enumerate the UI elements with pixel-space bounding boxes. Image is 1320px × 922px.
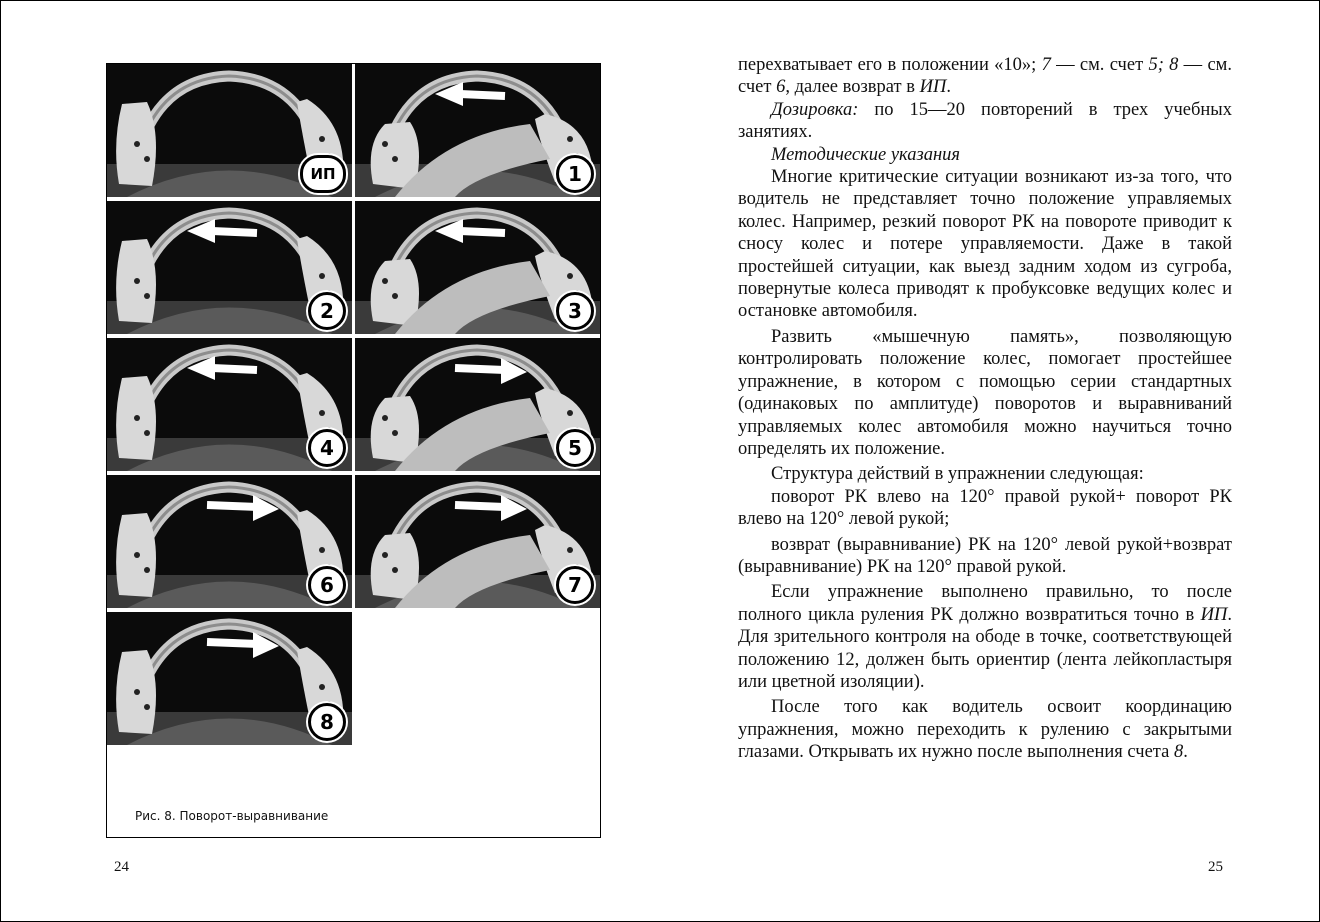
step-number-badge: 5 [556, 429, 594, 467]
page-number-right: 25 [1208, 859, 1223, 875]
body-text [738, 54, 1232, 764]
step-number-badge: 1 [556, 155, 594, 193]
paragraph-step-turn: поворот РК влево на 120° правой рукой+ поворот РК влево на 120° левой рукой; [738, 486, 1232, 530]
paragraph-step-return: возврат (выравнивание) РК на 120° левой рукой+возврат (выравнивание) РК на 120° правой рукой. [738, 534, 1232, 577]
steering-photo-1 [355, 64, 600, 197]
paragraph-continuation: перехватывает его в положении «10»; 7 — см. счет 5; 8 — см. счет 6, далее возврат в ИП. [738, 55, 1232, 98]
steering-photo-2 [107, 201, 352, 334]
step-number-badge: 6 [308, 566, 346, 604]
paragraph-critical-situations: Многие критические ситуации возникают из-за того, что водитель не представляет точно положение управляемых колес. Например, резкий поворот РК на повороте приводит к сносу колес и потере управляемости. Даже в такой простейшей ситуации, как выезд задним ходом из сугроба, повернутые колеса приводят к пробуксовке ведущих колес и остановке автомобиля. [738, 167, 1232, 322]
step-number-badge: ИП [300, 155, 346, 193]
page-number-left: 24 [114, 859, 129, 875]
figure-8 [106, 63, 601, 838]
steering-photo-4 [107, 338, 352, 471]
step-number-badge: 7 [556, 566, 594, 604]
steering-photo-ip [107, 64, 352, 197]
step-number-badge: 8 [308, 703, 346, 741]
paragraph-dosage: Дозировка: по 15—20 повторений в трех учебных занятиях. [738, 99, 1232, 143]
figure-caption: Рис. 8. Поворот-выравнивание [135, 809, 329, 823]
steering-photo-3 [355, 201, 600, 334]
step-number-badge: 3 [556, 292, 594, 330]
step-number-badge: 4 [308, 429, 346, 467]
steering-photo-5 [355, 338, 600, 471]
paragraph-muscle-memory: Развить «мышечную память», позволяющую контролировать положение колес, помогает простейшее упражнение, в котором с помощью серии стандартных (одинаковых по амплитуде) поворотов и выравниваний управляемых колес автомобиля можно научиться точно определять их положение. [738, 326, 1232, 459]
paragraph-correct-execution: Если упражнение выполнено правильно, то после полного цикла руления РК должно возвратиться точно в ИП. Для зрительного контроля на ободе в точке, соответствующей положению 12, должен быть ориентир (лента лейкопластыря или цветной изоляции). [738, 582, 1232, 692]
steering-photo-8 [107, 612, 352, 745]
paragraph-closed-eyes: После того как водитель освоит координацию упражнения, можно переходить к рулению с закрытыми глазами. Открывать их нужно после выполнения счета 8. [738, 697, 1232, 763]
step-number-badge: 2 [308, 292, 346, 330]
steering-photo-6 [107, 475, 352, 608]
steering-photo-7 [355, 475, 600, 608]
paragraph-structure: Структура действий в упражнении следующая: [771, 464, 1144, 485]
section-heading: Методические указания [771, 144, 960, 165]
